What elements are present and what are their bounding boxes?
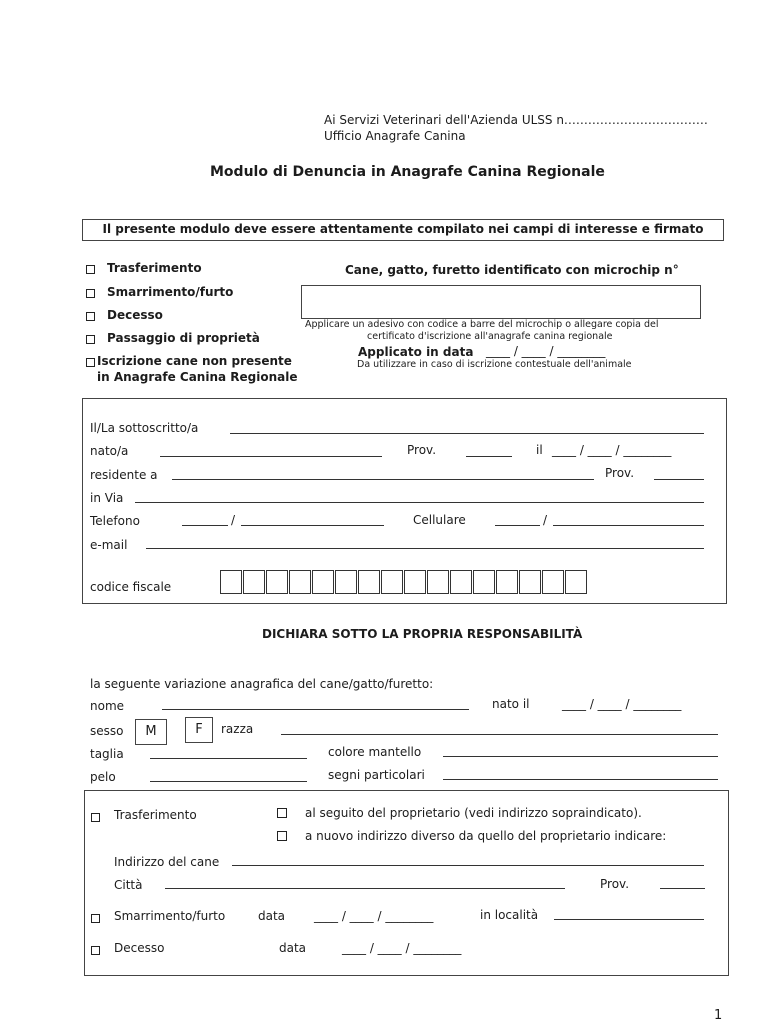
tax-code-cell[interactable] [404,570,426,594]
variation-lost-label: Smarrimento/furto [114,909,226,923]
born-at-field[interactable] [160,456,382,457]
tax-code-cell[interactable] [542,570,564,594]
tax-code-cell[interactable] [289,570,311,594]
page-title: Modulo di Denuncia in Anagrafe Canina Regionale [210,164,605,180]
mobile-label: Cellulare [413,513,466,527]
notice-text: Il presente modulo deve essere attentamente compilato nei campi di interesse e firmato [102,222,704,236]
pet-name-field[interactable] [162,709,469,710]
sex-f-box[interactable]: F [185,717,213,743]
tax-code-cell[interactable] [358,570,380,594]
page-number: 1 [714,1008,723,1023]
tax-code-cell[interactable] [266,570,288,594]
pet-name-label: nome [90,699,125,713]
tax-code-cell[interactable] [450,570,472,594]
city-prov-label: Prov. [600,877,630,891]
declaration-heading: DICHIARA SOTTO LA PROPRIA RESPONSABILITÀ [262,627,583,641]
checkbox-passaggio[interactable] [86,335,95,344]
microchip-note-cont: certificato d'iscrizione all'anagrafe canina regionale [367,331,613,342]
size-field[interactable] [150,758,307,759]
checkbox-transfer-new[interactable] [277,831,287,841]
lost-date-field[interactable]: ____ / ____ / ________ [314,909,434,923]
pet-born-field[interactable]: ____ / ____ / ________ [562,697,682,711]
tax-code-cell[interactable] [381,570,403,594]
mobile-separator: / [543,513,548,527]
birth-date-field[interactable]: ____ / ____ / ________ [552,443,672,457]
recipient-office: Ufficio Anagrafe Canina [324,129,466,143]
sex-m-box[interactable]: M [135,719,167,745]
microchip-input[interactable] [301,285,701,319]
checkbox-trasferimento[interactable] [86,265,95,274]
marks-field[interactable] [443,779,718,780]
checkbox-transfer-owner[interactable] [277,808,287,818]
option-iscrizione-cont: in Anagrafe Canina Regionale [97,370,298,384]
applied-date-field[interactable]: ____ / ____ / ________ [486,344,606,358]
usage-note: Da utilizzare in caso di iscrizione contestuale dell'animale [357,359,632,370]
option-trasferimento: Trasferimento [107,261,202,275]
option-iscrizione: Iscrizione cane non presente [97,354,292,368]
city-prov-field[interactable] [660,888,705,889]
tax-code-cell[interactable] [220,570,242,594]
transfer-new-label: a nuovo indirizzo diverso da quello del proprietario indicare: [305,829,667,843]
breed-label: razza [221,722,254,736]
option-decesso: Decesso [107,308,163,322]
phone-label: Telefono [90,514,140,528]
checkbox-variation-death[interactable] [91,946,100,955]
location-label: in località [480,908,539,922]
pet-born-label: nato il [492,697,530,711]
email-label: e-mail [90,538,128,552]
declaration-intro: la seguente variazione anagrafica del cane/gatto/furetto: [90,677,434,691]
transfer-owner-label: al seguito del proprietario (vedi indirizzo sopraindicato). [305,806,642,820]
option-smarrimento: Smarrimento/furto [107,285,234,299]
tax-code-cell[interactable] [243,570,265,594]
tax-code-label: codice fiscale [90,580,172,594]
undersigned-label: Il/La sottoscritto/a [90,421,199,435]
resident-prov-field[interactable] [654,479,704,480]
resident-field[interactable] [172,479,594,480]
coat-color-field[interactable] [443,756,718,757]
street-field[interactable] [135,502,704,503]
email-field[interactable] [146,548,704,549]
applied-date-label: Applicato in data [358,345,474,359]
death-date-label: data [279,941,307,955]
variation-death-label: Decesso [114,941,165,955]
phone-prefix-field[interactable] [182,525,228,526]
city-field[interactable] [165,888,565,889]
undersigned-field[interactable] [230,433,704,434]
resident-label: residente a [90,468,158,482]
location-field[interactable] [554,919,704,920]
phone-separator: / [231,513,236,527]
tax-code-cell[interactable] [312,570,334,594]
street-label: in Via [90,491,124,505]
microchip-label: Cane, gatto, furetto identificato con microchip n° [345,263,679,277]
birth-prov-field[interactable] [466,456,512,457]
tax-code-cell[interactable] [427,570,449,594]
coat-label: pelo [90,770,116,784]
mobile-number-field[interactable] [553,525,704,526]
tax-code-cell[interactable] [335,570,357,594]
coat-color-label: colore mantello [328,745,422,759]
coat-field[interactable] [150,781,307,782]
mobile-prefix-field[interactable] [495,525,540,526]
phone-number-field[interactable] [241,525,384,526]
breed-field[interactable] [281,734,718,735]
checkbox-variation-transfer[interactable] [91,813,100,822]
resident-prov-label: Prov. [605,466,635,480]
checkbox-variation-lost[interactable] [91,914,100,923]
tax-code-cell[interactable] [519,570,541,594]
birth-date-label: il [536,443,543,457]
dog-address-label: Indirizzo del cane [114,855,220,869]
birth-prov-label: Prov. [407,443,437,457]
option-passaggio: Passaggio di proprietà [107,331,260,345]
lost-date-label: data [258,909,286,923]
marks-label: segni particolari [328,768,425,782]
checkbox-iscrizione[interactable] [86,358,95,367]
microchip-note: Applicare un adesivo con codice a barre del microchip o allegare copia del [305,319,659,330]
tax-code-cell[interactable] [473,570,495,594]
tax-code-cell[interactable] [565,570,587,594]
checkbox-smarrimento[interactable] [86,289,95,298]
variation-transfer-label: Trasferimento [114,808,197,822]
born-at-label: nato/a [90,444,129,458]
recipient-line: Ai Servizi Veterinari dell'Azienda ULSS n……………………………… [324,113,708,127]
size-label: taglia [90,747,124,761]
tax-code-cell[interactable] [496,570,518,594]
sex-label: sesso [90,724,124,738]
death-date-field[interactable]: ____ / ____ / ________ [342,941,462,955]
city-label: Città [114,878,143,892]
checkbox-decesso[interactable] [86,312,95,321]
dog-address-field[interactable] [232,865,704,866]
